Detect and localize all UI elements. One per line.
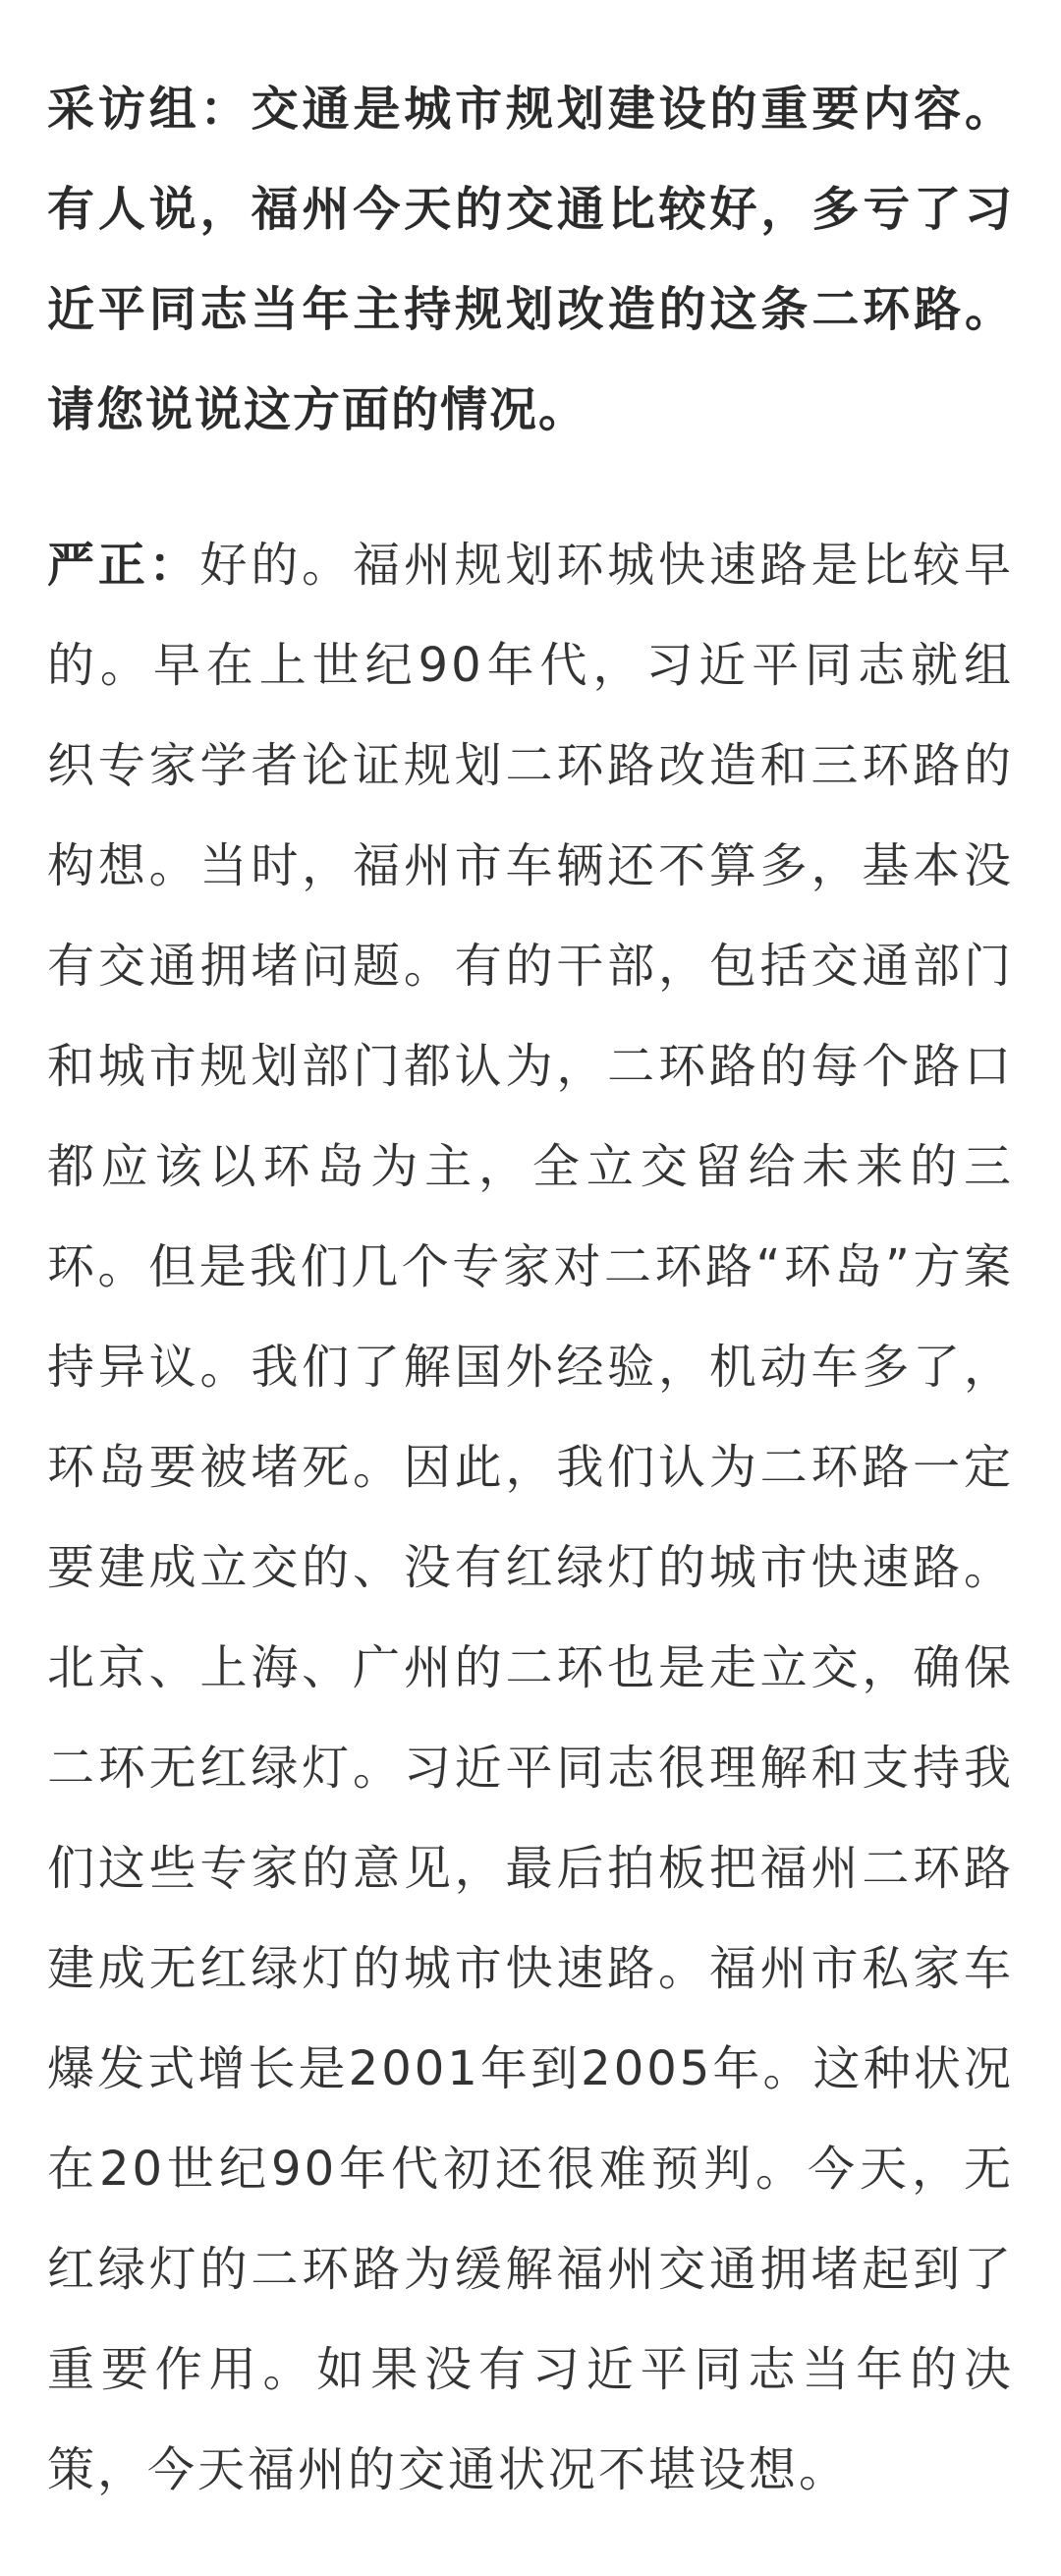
article (47, 59, 1014, 2520)
question-paragraph (47, 59, 1014, 460)
answer-text: 好的。福州规划环城快速路是比较早的。早在上世纪90年代，习近平同志就组织专家学者论证规划二环路改造和三环路的构想。当时，福州市车辆还不算多，基本没有交通拥堵问题。有的干部，包括交通部门和城市规划部门都认为，二环路的每个路口都应该以环岛为主，全立交留给未来的三环。但是我们几个专家对二环路“环岛”方案持异议。我们了解国外经验，机动车多了，环岛要被堵死。因此，我们认为二环路一定要建成立交的、没有红绿灯的城市快速路。北京、上海、广州的二环也是走立交，确保二环无红绿灯。习近平同志很理解和支持我们这些专家的意见，最后拍板把福州二环路建成无红绿灯的城市快速路。福州市私家车爆发式增长是2001年到2005年。这种状况在20世纪90年代初还很难预判。今天，无红绿灯的二环路为缓解福州交通拥堵起到了重要作用。如果没有习近平同志当年的决策，今天福州的交通状况不堪设想。 (47, 538, 1014, 2497)
answer-speaker: 严正： (47, 538, 200, 593)
question-speaker: 采访组： (47, 82, 251, 137)
answer-paragraph (47, 515, 1014, 2520)
question-text: 交通是城市规划建设的重要内容。有人说，福州今天的交通比较好，多亏了习近平同志当年主持规划改造的这条二环路。请您说说这方面的情况。 (47, 82, 1014, 437)
